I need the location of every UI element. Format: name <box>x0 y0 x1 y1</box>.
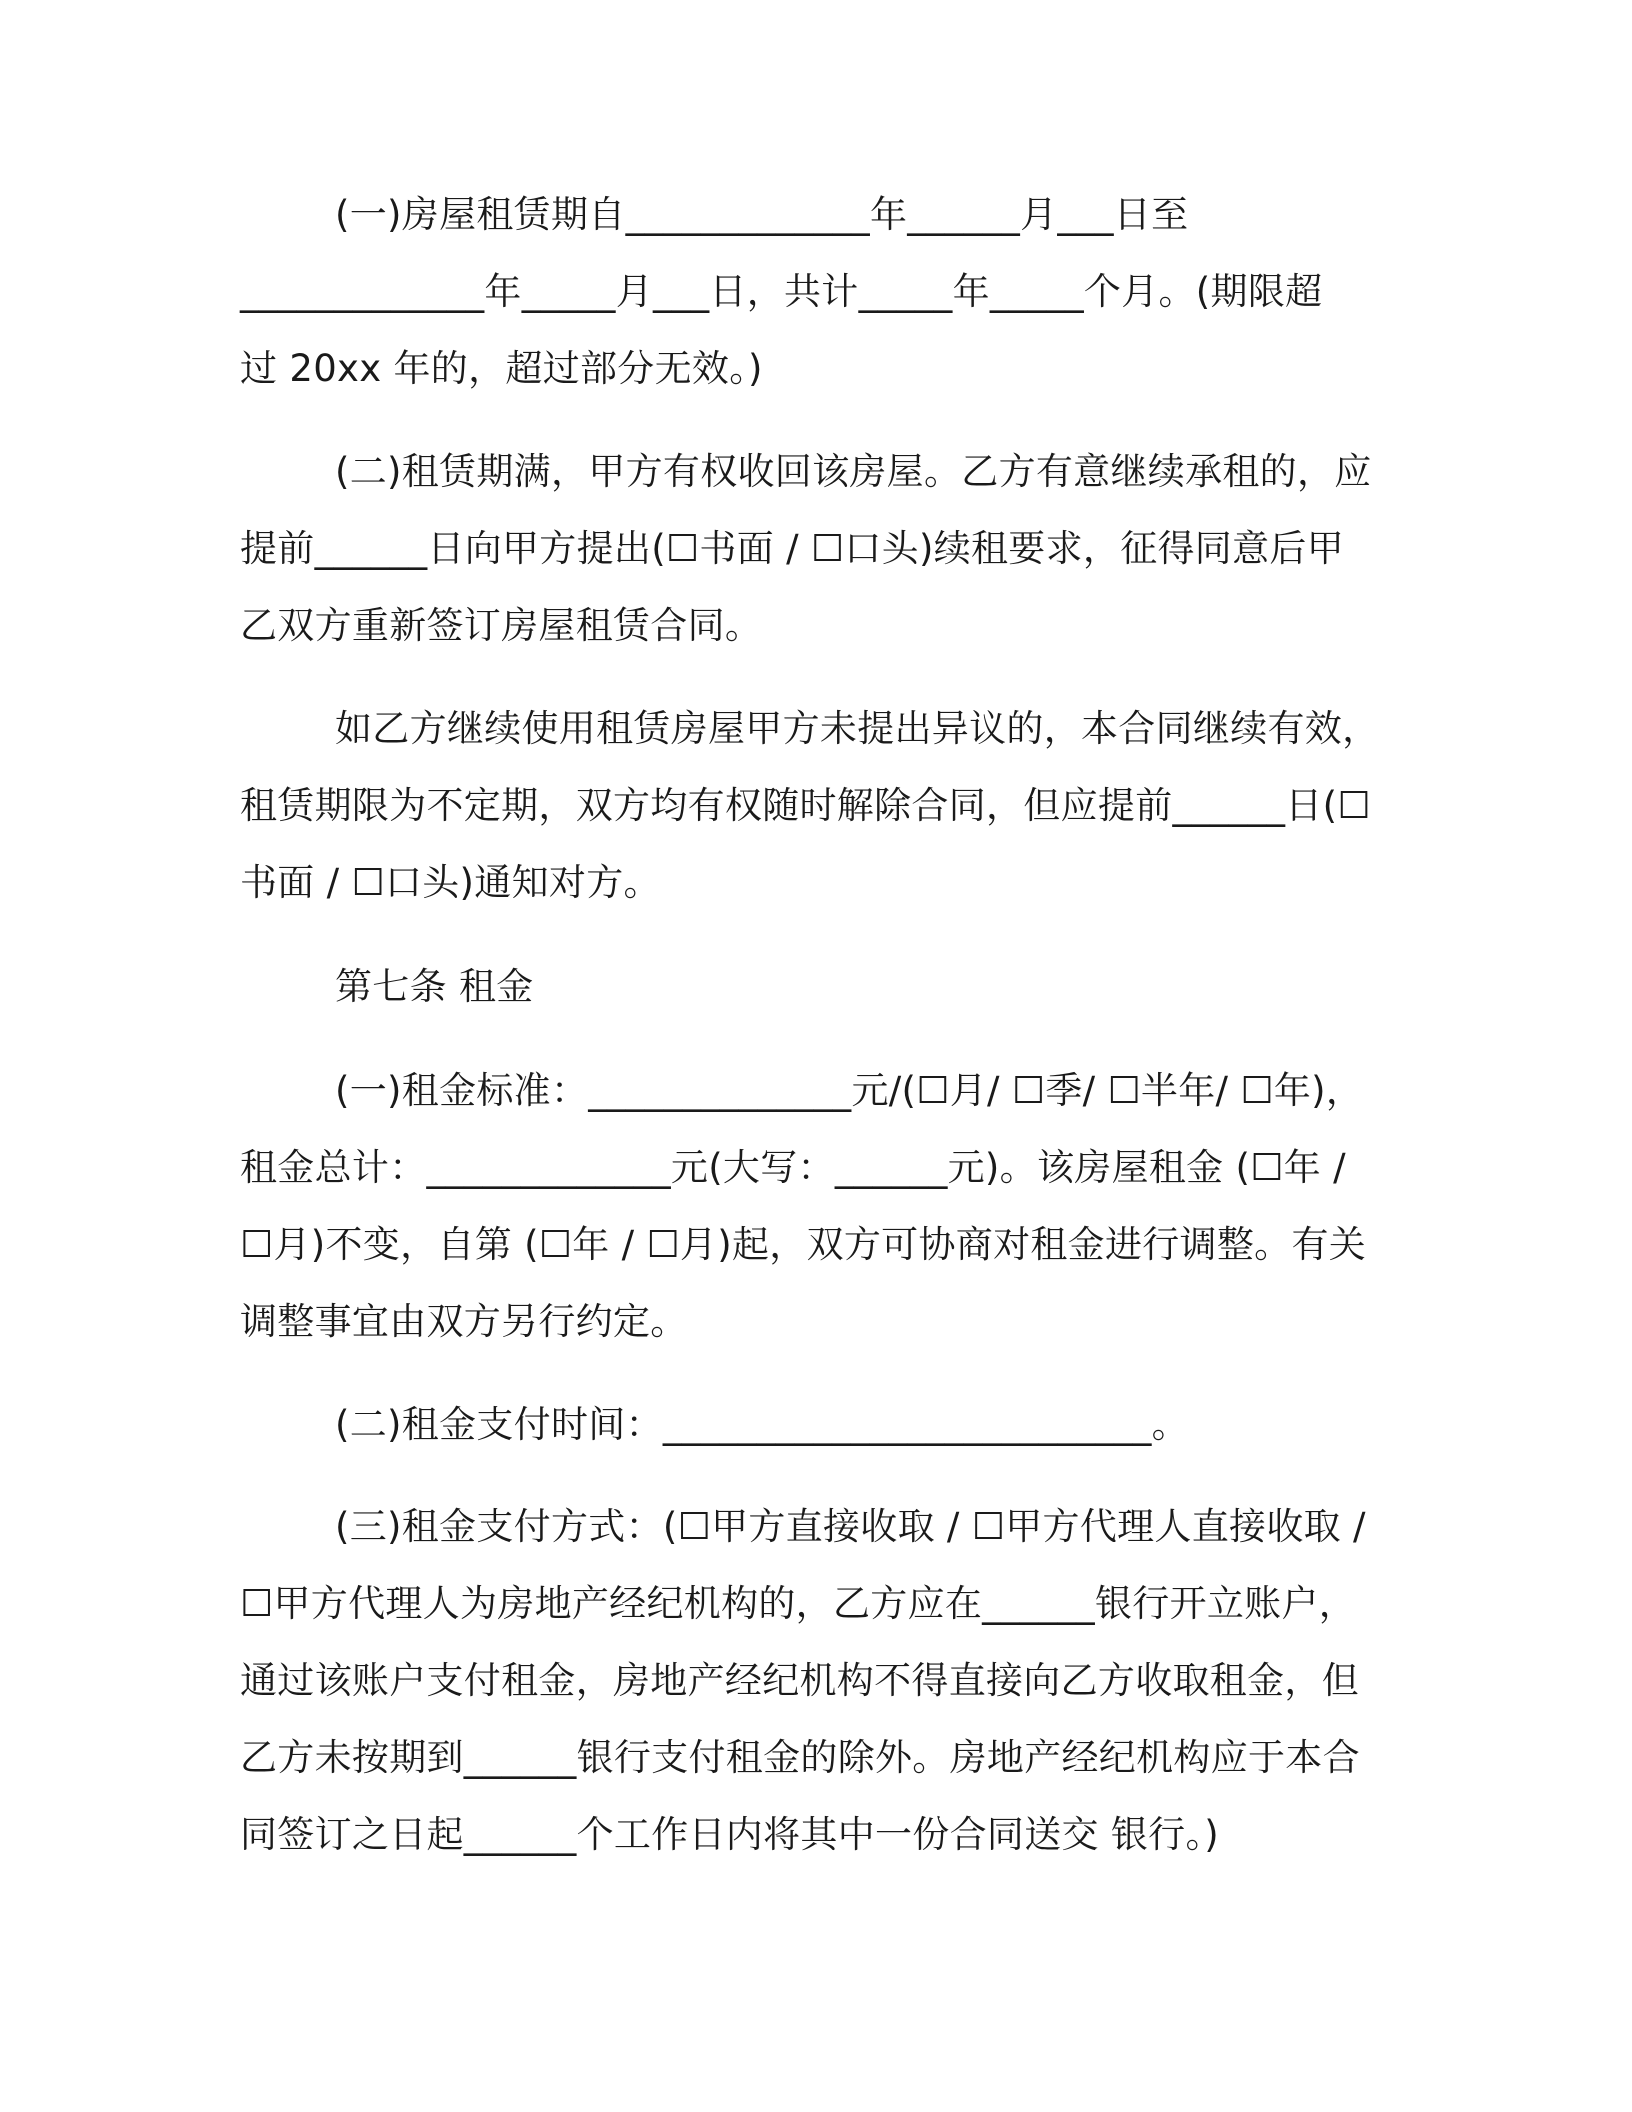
indefinite-term-line-2: 租赁期限为不定期，双方均有权随时解除合同，但应提前______日(☐ <box>240 784 1371 827</box>
rent-payment-method-line-5: 同签订之日起______个工作日内将其中一份合同送交 银行。) <box>240 1813 1219 1856</box>
rent-payment-method-line-1: (三)租金支付方式：(☐甲方直接收取 / ☐甲方代理人直接收取 / <box>335 1505 1366 1548</box>
lease-term-line-2: _____________年_____月___日，共计_____年_____个月。(期限超 <box>240 270 1323 313</box>
rent-payment-time-line: (二)租金支付时间：__________________________。 <box>335 1403 1189 1446</box>
rent-standard-line-3: ☐月)不变，自第 (☐年 / ☐月)起，双方可协商对租金进行调整。有关 <box>240 1223 1367 1266</box>
rent-standard-line-1: (一)租金标准：______________元/(☐月/ ☐季/ ☐半年/ ☐年)， <box>335 1069 1364 1112</box>
indefinite-term-line-1: 如乙方继续使用租赁房屋甲方未提出异议的，本合同继续有效， <box>335 707 1380 750</box>
lease-renewal-line-1: (二)租赁期满，甲方有权收回该房屋。乙方有意继续承租的，应 <box>335 450 1372 493</box>
rent-payment-method-line-4: 乙方未按期到______银行支付租金的除外。房地产经纪机构应于本合 <box>240 1736 1360 1779</box>
lease-renewal-line-2: 提前______日向甲方提出(☐书面 / ☐口头)续租要求，征得同意后甲 <box>240 527 1344 570</box>
indefinite-term-line-3: 书面 / ☐口头)通知对方。 <box>240 861 661 904</box>
lease-term-line-3: 过 20xx 年的，超过部分无效。) <box>240 347 763 390</box>
lease-term-line-1: (一)房屋租赁期自_____________年______月___日至 <box>335 193 1189 236</box>
rent-standard-line-2: 租金总计：_____________元(大写：______元)。该房屋租金 (☐年 / <box>240 1146 1346 1189</box>
rent-payment-method-line-3: 通过该账户支付租金，房地产经纪机构不得直接向乙方收取租金，但 <box>240 1659 1359 1702</box>
lease-renewal-line-3: 乙双方重新签订房屋租赁合同。 <box>240 604 763 647</box>
rent-payment-method-line-2: ☐甲方代理人为房地产经纪机构的，乙方应在______银行开立账户， <box>240 1582 1357 1625</box>
article-heading: 第七条 租金 <box>335 965 534 1008</box>
rent-standard-line-4: 调整事宜由双方另行约定。 <box>240 1300 688 1343</box>
